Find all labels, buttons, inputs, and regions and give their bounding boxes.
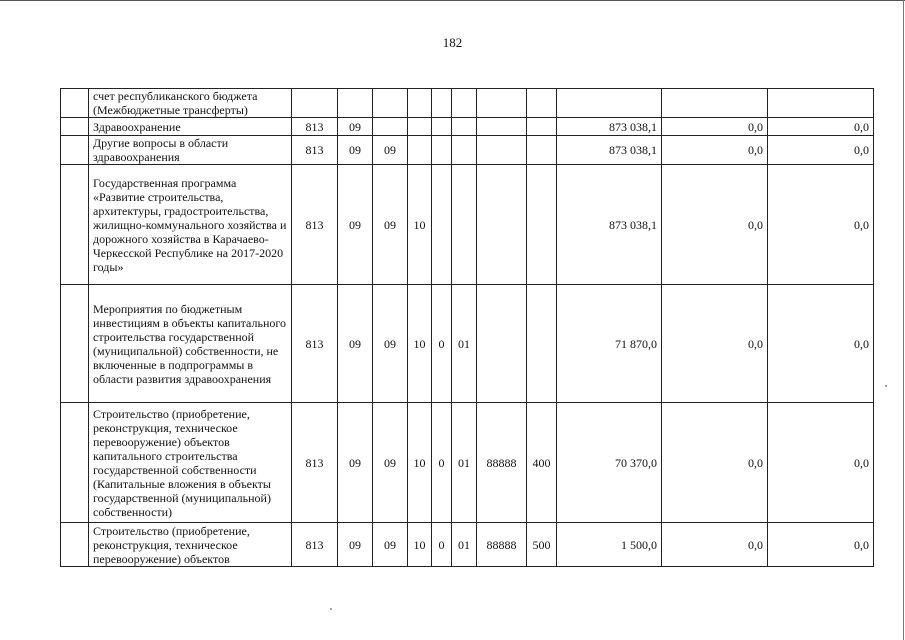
- amount-year-3: 0,0: [768, 165, 874, 285]
- amount-year-3: [768, 89, 874, 118]
- amount-year-3: 0,0: [768, 285, 874, 403]
- code-cell-direction: 88888: [477, 403, 527, 523]
- code-cell-subprogram: [432, 165, 452, 285]
- amount-year-1: 873 038,1: [557, 136, 662, 165]
- amount-year-2: 0,0: [662, 165, 768, 285]
- code-cell-subsection: 09: [373, 523, 408, 567]
- code-cell-subprogram: 0: [432, 523, 452, 567]
- code-cell-section: [338, 89, 373, 118]
- row-name-cell: Здравоохранение: [89, 118, 292, 136]
- code-cell-chapter: 813: [292, 285, 338, 403]
- code-cell-program: [408, 118, 432, 136]
- amount-year-1: 873 038,1: [557, 165, 662, 285]
- row-gutter-cell: [61, 89, 89, 118]
- code-cell-direction: [477, 89, 527, 118]
- row-gutter-cell: [61, 118, 89, 136]
- table-row: [61, 118, 874, 136]
- code-cell-program: 10: [408, 403, 432, 523]
- code-cell-expense-type: [527, 165, 557, 285]
- table-row: [61, 523, 874, 567]
- amount-year-2: 0,0: [662, 118, 768, 136]
- scan-speck: [330, 608, 332, 610]
- code-cell-chapter: 813: [292, 165, 338, 285]
- code-cell-subsection: 09: [373, 136, 408, 165]
- amount-year-2: 0,0: [662, 285, 768, 403]
- code-cell-direction: [477, 285, 527, 403]
- row-gutter-cell: [61, 523, 89, 567]
- amount-year-2: 0,0: [662, 403, 768, 523]
- scan-speck: [885, 385, 887, 387]
- code-cell-activity: 01: [452, 523, 477, 567]
- amount-year-1: 71 870,0: [557, 285, 662, 403]
- amount-year-3: 0,0: [768, 403, 874, 523]
- code-cell-direction: [477, 165, 527, 285]
- code-cell-program: [408, 89, 432, 118]
- code-cell-subsection: [373, 89, 408, 118]
- code-cell-subsection: 09: [373, 285, 408, 403]
- code-cell-chapter: 813: [292, 118, 338, 136]
- amount-year-3: 0,0: [768, 523, 874, 567]
- code-cell-activity: [452, 118, 477, 136]
- code-cell-chapter: 813: [292, 136, 338, 165]
- code-cell-subprogram: [432, 118, 452, 136]
- table-row: [61, 165, 874, 285]
- amount-year-3: 0,0: [768, 118, 874, 136]
- amount-year-1: [557, 89, 662, 118]
- code-cell-program: 10: [408, 285, 432, 403]
- table-row: [61, 285, 874, 403]
- code-cell-program: [408, 136, 432, 165]
- row-gutter-cell: [61, 136, 89, 165]
- amount-year-2: 0,0: [662, 136, 768, 165]
- row-name-cell: Государственная программа «Развитие строительства, архитектуры, градостроительства, жилищно-коммунального хозяйства и дорожного хозяйства в Карачаево-Черкесской Республике на 2017-2020 годы»: [89, 165, 292, 285]
- code-cell-program: 10: [408, 523, 432, 567]
- code-cell-direction: [477, 118, 527, 136]
- table-row: [61, 136, 874, 165]
- row-name-cell: Другие вопросы в области здравоохранения: [89, 136, 292, 165]
- code-cell-subprogram: [432, 89, 452, 118]
- code-cell-activity: 01: [452, 285, 477, 403]
- row-name-cell: счет республиканского бюджета (Межбюджетные трансферты): [89, 89, 292, 118]
- code-cell-chapter: 813: [292, 523, 338, 567]
- code-cell-section: 09: [338, 165, 373, 285]
- row-gutter-cell: [61, 285, 89, 403]
- code-cell-subsection: 09: [373, 403, 408, 523]
- table-row: [61, 89, 874, 118]
- code-cell-expense-type: 500: [527, 523, 557, 567]
- table-row: [61, 403, 874, 523]
- code-cell-section: 09: [338, 523, 373, 567]
- code-cell-activity: [452, 89, 477, 118]
- code-cell-expense-type: [527, 136, 557, 165]
- code-cell-activity: [452, 165, 477, 285]
- code-cell-expense-type: [527, 118, 557, 136]
- code-cell-subprogram: 0: [432, 285, 452, 403]
- code-cell-section: 09: [338, 136, 373, 165]
- budget-table: [60, 88, 874, 567]
- row-gutter-cell: [61, 165, 89, 285]
- amount-year-1: 70 370,0: [557, 403, 662, 523]
- code-cell-chapter: [292, 89, 338, 118]
- code-cell-direction: [477, 136, 527, 165]
- amount-year-1: 873 038,1: [557, 118, 662, 136]
- code-cell-section: 09: [338, 118, 373, 136]
- row-gutter-cell: [61, 403, 89, 523]
- page-number: 182: [442, 35, 463, 50]
- scan-right-edge: [903, 0, 904, 640]
- code-cell-direction: 88888: [477, 523, 527, 567]
- amount-year-2: 0,0: [662, 523, 768, 567]
- code-cell-subsection: 09: [373, 165, 408, 285]
- code-cell-subprogram: [432, 136, 452, 165]
- code-cell-subsection: [373, 118, 408, 136]
- code-cell-program: 10: [408, 165, 432, 285]
- code-cell-subprogram: 0: [432, 403, 452, 523]
- code-cell-activity: 01: [452, 403, 477, 523]
- row-name-cell: Строительство (приобретение, реконструкция, техническое перевооружение) объектов капитального строительства государственной собственности (Капитальные вложения в объекты государственной (муниципальной) собственности): [89, 403, 292, 523]
- code-cell-section: 09: [338, 285, 373, 403]
- amount-year-3: 0,0: [768, 136, 874, 165]
- amount-year-2: [662, 89, 768, 118]
- row-name-cell: Строительство (приобретение, реконструкция, техническое перевооружение) объектов: [89, 523, 292, 567]
- code-cell-chapter: 813: [292, 403, 338, 523]
- amount-year-1: 1 500,0: [557, 523, 662, 567]
- code-cell-section: 09: [338, 403, 373, 523]
- code-cell-expense-type: [527, 89, 557, 118]
- code-cell-expense-type: 400: [527, 403, 557, 523]
- scan-top-edge: [0, 0, 905, 1]
- code-cell-activity: [452, 136, 477, 165]
- row-name-cell: Мероприятия по бюджетным инвестициям в объекты капитального строительства государственной (муниципальной) собственности, не включенные в подпрограммы в области развития здравоохранения: [89, 285, 292, 403]
- code-cell-expense-type: [527, 285, 557, 403]
